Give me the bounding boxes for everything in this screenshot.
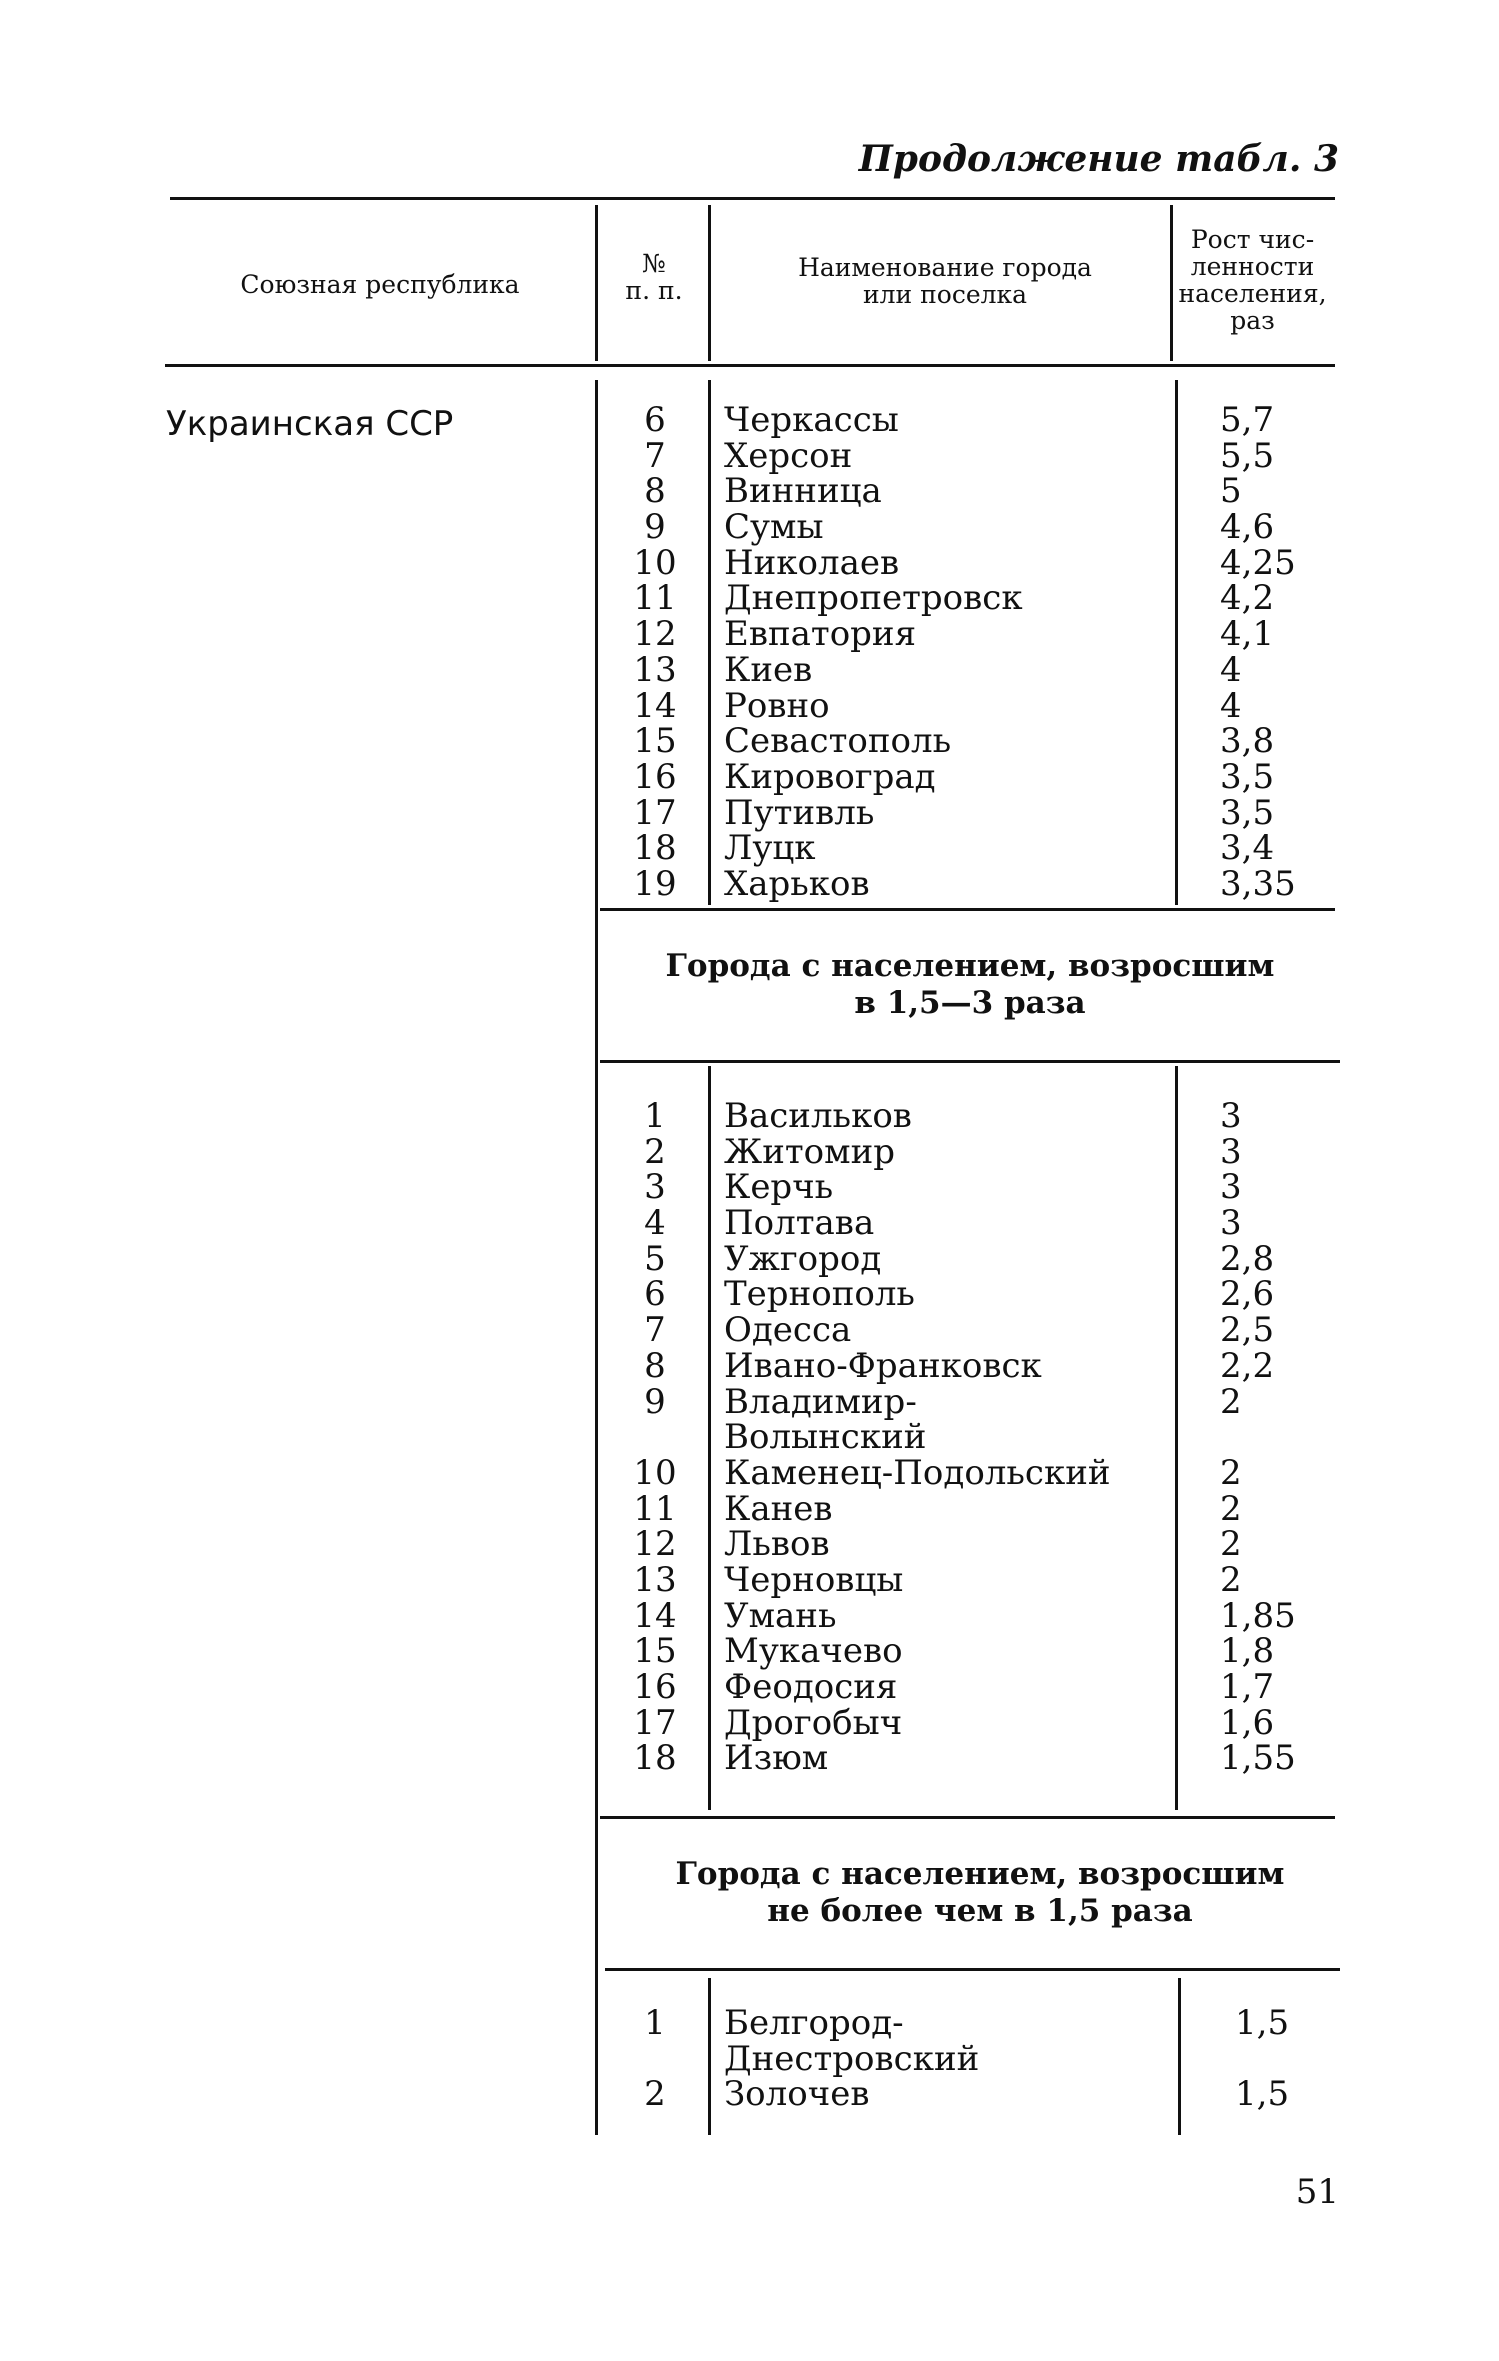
row-growth: 2 — [1220, 1452, 1242, 1493]
row-city: Харьков — [724, 863, 870, 904]
row-city: Тернополь — [724, 1274, 915, 1315]
row-growth: 3,35 — [1220, 863, 1296, 904]
row-city: Одесса — [724, 1310, 852, 1351]
row-number: 10 — [633, 1452, 677, 1493]
table-row — [620, 542, 1340, 583]
table-row — [620, 1631, 1340, 1672]
table-row — [620, 1096, 1340, 1136]
table-row — [620, 507, 1340, 548]
row-growth: 4,6 — [1220, 507, 1275, 548]
row-number: 17 — [633, 1702, 677, 1743]
row-growth: 2 — [1220, 1381, 1242, 1422]
row-growth: 5,5 — [1220, 435, 1275, 476]
table-row — [620, 1738, 1340, 1779]
row-number: 4 — [644, 1203, 666, 1244]
row-number: 15 — [633, 721, 677, 762]
table-row — [620, 649, 1340, 690]
table-row — [620, 2074, 1340, 2115]
row-number: 3 — [644, 1167, 666, 1208]
row-growth: 3 — [1220, 1131, 1242, 1172]
row-number: 1 — [644, 2003, 666, 2043]
row-city: Евпатория — [724, 614, 917, 655]
row-number: 13 — [633, 649, 677, 690]
row-growth: 2,8 — [1220, 1238, 1275, 1279]
table-row — [620, 792, 1340, 833]
row-number: 12 — [633, 614, 677, 655]
row-growth: 1,85 — [1220, 1595, 1296, 1636]
header-divider-2 — [708, 205, 711, 361]
row-number: 16 — [633, 1667, 677, 1708]
row-city: Васильков — [724, 1096, 912, 1136]
page-number: 51 — [1295, 2172, 1339, 2212]
row-number: 18 — [633, 828, 677, 869]
row-number: 12 — [633, 1524, 677, 1565]
row-number: 8 — [644, 1345, 666, 1386]
row-growth: 1,55 — [1220, 1738, 1296, 1779]
republic-name: Украинская ССР — [166, 404, 454, 444]
table-row — [620, 1524, 1340, 1565]
table-row — [620, 578, 1340, 619]
row-city: Мукачево — [724, 1631, 903, 1672]
row-number: 7 — [644, 1310, 666, 1351]
row-city: Черновцы — [724, 1559, 904, 1600]
table-row — [620, 1559, 1340, 1600]
row-growth: 3,4 — [1220, 828, 1275, 869]
row-number: 17 — [633, 792, 677, 833]
row-number: 11 — [633, 1488, 677, 1529]
group2-title: Города с населением, возросшим в 1,5—3 раза — [665, 948, 1275, 1021]
header-divider-1 — [595, 205, 598, 361]
table-row — [620, 721, 1340, 762]
row-growth: 2,5 — [1220, 1310, 1275, 1351]
row-growth: 4 — [1220, 685, 1242, 726]
row-number: 13 — [633, 1559, 677, 1600]
row-number: 10 — [633, 542, 677, 583]
row-city: Полтава — [724, 1203, 875, 1244]
row-growth: 2,2 — [1220, 1345, 1275, 1386]
row-city: Луцк — [724, 828, 816, 869]
table-row — [620, 614, 1340, 655]
row-city: Винница — [724, 471, 882, 512]
row-number: 6 — [644, 1274, 666, 1315]
row-number: 5 — [644, 1238, 666, 1279]
row-growth: 1,6 — [1220, 1702, 1275, 1743]
row-city: Белгород- Днестровский — [724, 2003, 980, 2079]
row-growth: 2 — [1220, 1524, 1242, 1565]
row-city: Днепропетровск — [724, 578, 1023, 619]
row-city: Киев — [724, 649, 813, 690]
table-row — [620, 756, 1340, 797]
table-row — [620, 1667, 1340, 1708]
row-growth: 4,25 — [1220, 542, 1296, 583]
row-number: 14 — [633, 1595, 677, 1636]
row-number: 14 — [633, 685, 677, 726]
row-number: 15 — [633, 1631, 677, 1672]
section3-rows — [620, 2003, 1340, 2115]
row-growth: 2,6 — [1220, 1274, 1275, 1315]
row-city: Золочев — [724, 2074, 870, 2115]
row-growth: 1,8 — [1220, 1631, 1275, 1672]
header-growth: Рост чис- ленности населения, раз — [1178, 225, 1327, 335]
table-row — [620, 828, 1340, 869]
row-growth: 1,5 — [1235, 2003, 1290, 2043]
header-republic: Союзная республика — [240, 270, 520, 299]
row-city: Кировоград — [724, 756, 936, 797]
row-number: 8 — [644, 471, 666, 512]
row-growth: 1,7 — [1220, 1667, 1275, 1708]
table-row — [620, 1274, 1340, 1315]
row-growth: 3 — [1220, 1096, 1242, 1136]
row-city: Сумы — [724, 507, 824, 548]
row-number: 7 — [644, 435, 666, 476]
header-bottom-rule — [165, 364, 1335, 367]
row-number: 1 — [644, 1096, 666, 1136]
row-city: Дрогобыч — [724, 1702, 903, 1743]
row-growth: 3,5 — [1220, 792, 1275, 833]
group2-top-rule — [600, 908, 1335, 911]
table-row — [620, 1381, 1340, 1458]
row-growth: 5 — [1220, 471, 1242, 512]
row-growth: 4 — [1220, 649, 1242, 690]
row-city: Севастополь — [724, 721, 952, 762]
section2-rows — [620, 1096, 1340, 1779]
table-row — [620, 1452, 1340, 1493]
group3-top-rule — [600, 1816, 1335, 1819]
table-row — [620, 1238, 1340, 1279]
row-city: Путивль — [724, 792, 875, 833]
row-growth: 4,1 — [1220, 614, 1275, 655]
row-growth: 3 — [1220, 1203, 1242, 1244]
group3-bottom-rule — [605, 1968, 1340, 1971]
row-number: 19 — [633, 863, 677, 904]
row-city: Ужгород — [724, 1238, 882, 1279]
table-row — [620, 1203, 1340, 1244]
row-number: 6 — [644, 400, 666, 440]
table-row — [620, 1488, 1340, 1529]
table-row — [620, 435, 1340, 476]
table-row — [620, 2003, 1340, 2079]
row-city: Ровно — [724, 685, 830, 726]
table-row — [620, 1702, 1340, 1743]
table-top-rule — [170, 197, 1335, 200]
row-city: Львов — [724, 1524, 830, 1565]
table-row — [620, 1131, 1340, 1172]
row-city: Феодосия — [724, 1667, 898, 1708]
group3-title: Города с населением, возросшим не более чем в 1,5 раза — [675, 1856, 1285, 1929]
group2-bottom-rule — [600, 1060, 1340, 1063]
table-row — [620, 1345, 1340, 1386]
row-city: Канев — [724, 1488, 833, 1529]
table-row — [620, 685, 1340, 726]
table-row — [620, 1310, 1340, 1351]
row-number: 16 — [633, 756, 677, 797]
row-number: 18 — [633, 1738, 677, 1779]
row-growth: 1,5 — [1235, 2074, 1290, 2115]
row-growth: 2 — [1220, 1488, 1242, 1529]
row-growth: 3,8 — [1220, 721, 1275, 762]
row-city: Каменец-Подольский — [724, 1452, 1111, 1493]
row-city: Умань — [724, 1595, 837, 1636]
section1-rows — [620, 400, 1340, 904]
republic-column-divider — [595, 380, 598, 2135]
row-number: 11 — [633, 578, 677, 619]
row-city: Николаев — [724, 542, 900, 583]
row-growth: 2 — [1220, 1559, 1242, 1600]
row-city: Владимир- Волынский — [724, 1381, 927, 1458]
table-row — [620, 471, 1340, 512]
row-city: Изюм — [724, 1738, 829, 1779]
row-growth: 3 — [1220, 1167, 1242, 1208]
row-growth: 5,7 — [1220, 400, 1275, 440]
row-city: Житомир — [724, 1131, 896, 1172]
table-caption: Продолжение табл. 3 — [858, 138, 1339, 180]
row-number: 9 — [644, 1381, 666, 1422]
row-city: Ивано-Франковск — [724, 1345, 1042, 1386]
row-growth: 3,5 — [1220, 756, 1275, 797]
row-city: Керчь — [724, 1167, 834, 1208]
header-number: № п. п. — [625, 249, 683, 305]
row-number: 2 — [644, 2074, 666, 2115]
row-number: 9 — [644, 507, 666, 548]
table-row — [620, 863, 1340, 904]
table-row — [620, 1595, 1340, 1636]
row-city: Херсон — [724, 435, 853, 476]
header-city-name: Наименование города или поселка — [798, 253, 1092, 309]
row-growth: 4,2 — [1220, 578, 1275, 619]
row-city: Черкассы — [724, 400, 899, 440]
row-number: 2 — [644, 1131, 666, 1172]
table-row — [620, 1167, 1340, 1208]
table-row — [620, 400, 1340, 440]
